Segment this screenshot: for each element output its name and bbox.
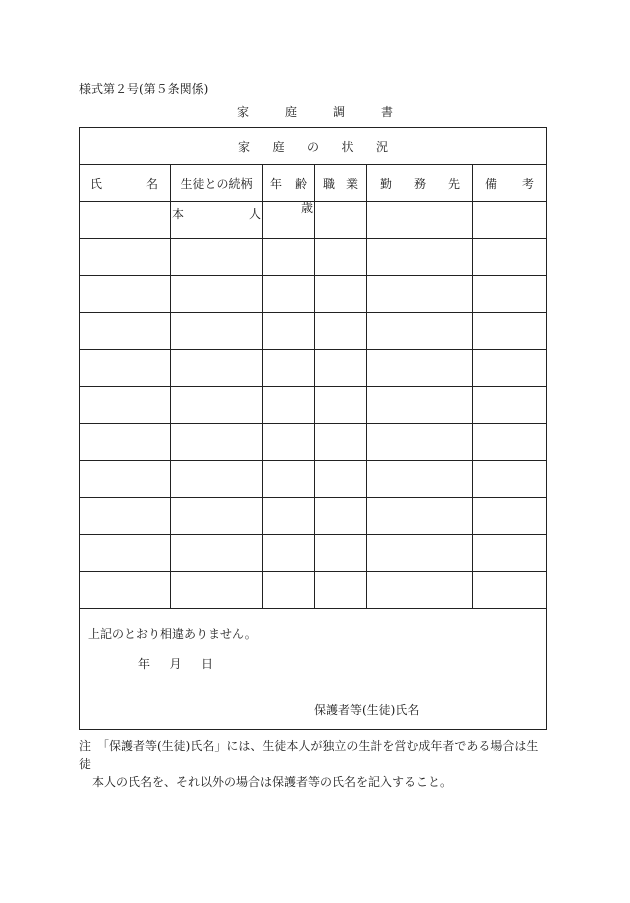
cell-remarks[interactable]	[473, 350, 547, 387]
column-header-name	[80, 165, 171, 202]
table-row	[80, 350, 547, 387]
column-header-char: 考	[522, 176, 535, 191]
cell-remarks[interactable]	[473, 461, 547, 498]
footnote-line: 注 「保護者等(生徒)氏名」には、生徒本人が独立の生計を営む成年者である場合は生徒	[79, 739, 539, 771]
cell-relation[interactable]	[171, 387, 263, 424]
column-header-occupation	[315, 165, 367, 202]
column-header-remarks	[473, 165, 547, 202]
table-row	[80, 498, 547, 535]
title-char: 調	[332, 105, 345, 119]
cell-age[interactable]	[263, 572, 315, 609]
cell-age[interactable]	[263, 387, 315, 424]
cell-workplace[interactable]	[367, 387, 473, 424]
section-title-char: 況	[375, 139, 388, 154]
cell-age[interactable]	[263, 276, 315, 313]
section-title-char: 状	[341, 139, 354, 154]
cell-remarks[interactable]	[473, 535, 547, 572]
cell-age[interactable]	[263, 461, 315, 498]
table-row	[80, 461, 547, 498]
cell-occupation[interactable]	[315, 387, 367, 424]
age-unit: 歳	[300, 201, 313, 215]
cell-relation[interactable]	[171, 276, 263, 313]
footnote-line: 本人の氏名を、それ以外の場合は保護者等の氏名を記入すること。	[92, 775, 453, 789]
section-title	[238, 138, 388, 155]
section-title-char: の	[307, 139, 320, 154]
table-row	[80, 276, 547, 313]
document-title	[237, 103, 393, 120]
cell-age-self[interactable]	[263, 202, 315, 239]
cell-occupation[interactable]	[315, 498, 367, 535]
column-header-char: 備	[485, 176, 498, 191]
cell-name[interactable]	[80, 387, 171, 424]
column-header-char: 務	[413, 176, 426, 191]
confirmation-block	[80, 609, 547, 730]
cell-remarks[interactable]	[473, 202, 547, 239]
cell-relation-self	[171, 202, 263, 239]
confirmation-text: 上記のとおり相違ありません。	[88, 627, 257, 641]
cell-age[interactable]	[263, 498, 315, 535]
title-char: 書	[380, 105, 393, 119]
cell-name[interactable]	[80, 424, 171, 461]
cell-relation[interactable]	[171, 350, 263, 387]
table-row	[80, 387, 547, 424]
relation-char: 本	[172, 206, 185, 221]
cell-workplace[interactable]	[367, 350, 473, 387]
cell-name[interactable]	[80, 239, 171, 276]
cell-occupation[interactable]	[315, 239, 367, 276]
cell-name[interactable]	[80, 313, 171, 350]
cell-age[interactable]	[263, 535, 315, 572]
cell-workplace[interactable]	[367, 202, 473, 239]
table-row	[80, 535, 547, 572]
cell-workplace[interactable]	[367, 535, 473, 572]
cell-remarks[interactable]	[473, 313, 547, 350]
table-row	[80, 239, 547, 276]
section-title-char: 家	[238, 139, 251, 154]
column-header-char: 年	[270, 176, 283, 191]
column-header-relation	[171, 165, 263, 202]
empty-rows-group	[80, 239, 547, 609]
cell-remarks[interactable]	[473, 276, 547, 313]
form-number: 様式第２号(第５条関係)	[79, 82, 209, 96]
cell-name[interactable]	[80, 202, 171, 239]
cell-relation[interactable]	[171, 535, 263, 572]
cell-occupation[interactable]	[315, 535, 367, 572]
column-header-char: 名	[145, 176, 158, 191]
column-header-char: 業	[345, 176, 358, 191]
cell-relation[interactable]	[171, 424, 263, 461]
cell-workplace[interactable]	[367, 239, 473, 276]
table-row	[80, 313, 547, 350]
cell-occupation[interactable]	[315, 424, 367, 461]
column-header-char: 先	[447, 176, 460, 191]
column-header-char: 齢	[294, 176, 307, 191]
table-row	[80, 572, 547, 609]
signature-label: 保護者等(生徒)氏名	[314, 703, 420, 717]
cell-occupation[interactable]	[315, 461, 367, 498]
cell-age[interactable]	[263, 313, 315, 350]
cell-age[interactable]	[263, 350, 315, 387]
cell-name[interactable]	[80, 572, 171, 609]
title-char: 庭	[284, 105, 297, 119]
household-form-table	[79, 127, 547, 730]
cell-remarks[interactable]	[473, 572, 547, 609]
cell-occupation[interactable]	[315, 572, 367, 609]
cell-workplace[interactable]	[367, 424, 473, 461]
footnote	[79, 737, 549, 791]
column-header-workplace	[367, 165, 473, 202]
cell-occupation[interactable]	[315, 313, 367, 350]
cell-workplace[interactable]	[367, 276, 473, 313]
column-header-char: 職	[323, 176, 336, 191]
cell-workplace[interactable]	[367, 313, 473, 350]
date-line	[138, 655, 213, 672]
cell-workplace[interactable]	[367, 461, 473, 498]
column-header-char: 勤	[380, 176, 393, 191]
table-row	[80, 424, 547, 461]
cell-age[interactable]	[263, 239, 315, 276]
cell-workplace[interactable]	[367, 572, 473, 609]
relation-char: 人	[248, 206, 261, 221]
column-header-age	[263, 165, 315, 202]
cell-name[interactable]	[80, 498, 171, 535]
cell-name[interactable]	[80, 276, 171, 313]
cell-relation[interactable]	[171, 498, 263, 535]
cell-remarks[interactable]	[473, 424, 547, 461]
column-header-text: 生徒との続柄	[180, 176, 253, 191]
section-header-cell	[80, 128, 547, 165]
cell-relation[interactable]	[171, 572, 263, 609]
date-label-day: 日	[200, 657, 213, 671]
cell-relation[interactable]	[171, 239, 263, 276]
column-header-row	[80, 165, 547, 202]
section-title-char: 庭	[272, 139, 285, 154]
cell-name[interactable]	[80, 461, 171, 498]
cell-relation[interactable]	[171, 461, 263, 498]
cell-remarks[interactable]	[473, 498, 547, 535]
cell-name[interactable]	[80, 535, 171, 572]
date-label-month: 月	[169, 657, 182, 671]
cell-occupation[interactable]	[315, 350, 367, 387]
cell-occupation[interactable]	[315, 276, 367, 313]
cell-workplace[interactable]	[367, 498, 473, 535]
date-label-year: 年	[138, 657, 151, 671]
title-char: 家	[237, 105, 250, 119]
table-row-self	[80, 202, 547, 239]
cell-name[interactable]	[80, 350, 171, 387]
cell-remarks[interactable]	[473, 239, 547, 276]
cell-occupation[interactable]	[315, 202, 367, 239]
section-header-row	[80, 128, 547, 165]
cell-relation[interactable]	[171, 313, 263, 350]
cell-remarks[interactable]	[473, 387, 547, 424]
footer-row	[80, 609, 547, 730]
column-header-char: 氏	[90, 176, 103, 191]
cell-age[interactable]	[263, 424, 315, 461]
